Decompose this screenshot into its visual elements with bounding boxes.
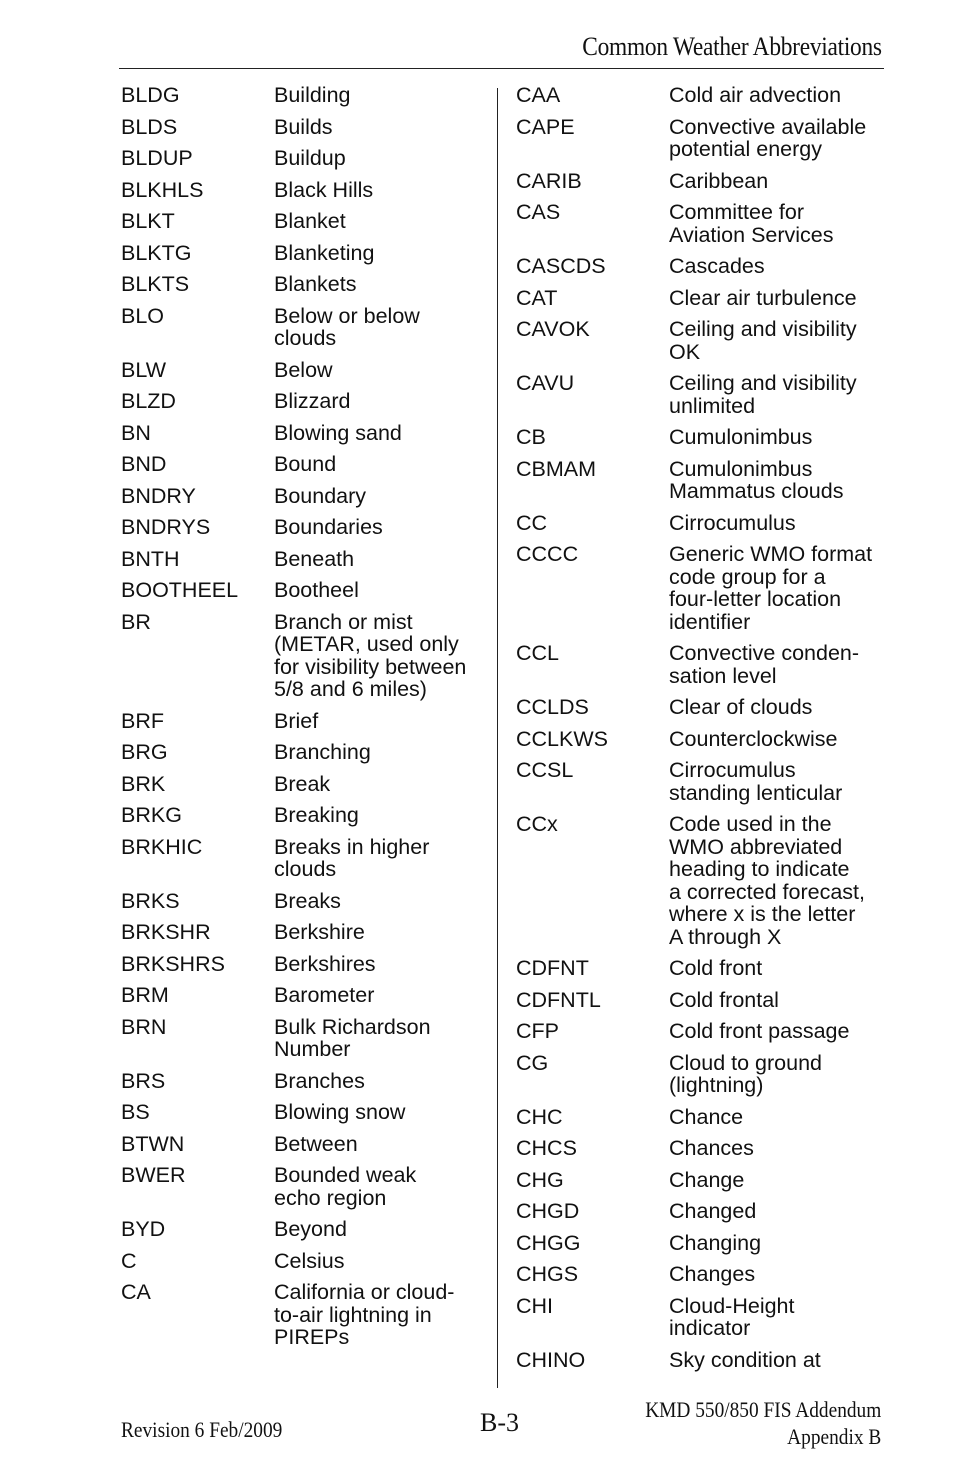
abbreviation-code: BTWN (121, 1131, 185, 1156)
abbreviation-meaning: Bootheel (274, 578, 359, 602)
abbreviation-meaning: Blanket (274, 209, 346, 233)
abbreviations-right-column (516, 84, 891, 1380)
abbreviation-meaning: Counterclockwise (669, 726, 838, 751)
revision-label: Revision 6 Feb/2009 (121, 1417, 283, 1442)
abbreviation-entry (516, 696, 891, 719)
abbreviation-entry (121, 1164, 491, 1209)
abbreviation-meaning: Beyond (274, 1217, 347, 1241)
abbreviation-meaning: Beneath (274, 546, 355, 571)
abbreviation-meaning: Clear air turbulence (669, 285, 857, 310)
abbreviation-meaning: Builds (274, 114, 333, 139)
abbreviation-meaning: Blizzard (274, 389, 351, 413)
abbreviation-entry (121, 1133, 491, 1156)
abbreviation-code: CB (516, 425, 546, 449)
abbreviation-meaning: Break (274, 771, 331, 796)
abbreviation-meaning: Cold air advection (669, 83, 842, 107)
abbreviation-entry (516, 1052, 891, 1097)
abbreviation-code: BS (121, 1100, 150, 1124)
abbreviation-meaning: Buildup (274, 146, 346, 170)
abbreviation-entry (516, 1295, 891, 1340)
abbreviation-code: BLDS (121, 114, 178, 139)
abbreviation-code: BRM (121, 983, 169, 1007)
abbreviation-code: CHINO (516, 1347, 586, 1372)
abbreviation-code: CARIB (516, 168, 582, 193)
abbreviation-code: BOOTHEEL (121, 578, 239, 602)
abbreviation-entry (121, 953, 491, 976)
abbreviation-meaning: Breaking (274, 803, 359, 827)
abbreviation-code: CAT (516, 285, 558, 310)
abbreviation-entry (516, 84, 891, 107)
abbreviation-code: CHGG (516, 1230, 581, 1255)
abbreviation-entry (516, 1106, 891, 1129)
abbreviation-entry (121, 305, 491, 350)
page-header-title: Common Weather Abbreviations (582, 32, 882, 61)
abbreviation-code: BLO (121, 303, 165, 328)
abbreviation-code: CCCC (516, 542, 579, 566)
abbreviation-entry (516, 170, 891, 193)
abbreviation-code: CHCS (516, 1136, 577, 1160)
appendix-label: Appendix B (786, 1424, 881, 1449)
abbreviation-meaning: Black Hills (274, 177, 374, 202)
abbreviation-code: BR (121, 609, 151, 634)
abbreviation-code: BRKSHR (121, 920, 211, 944)
abbreviation-entry (121, 359, 491, 382)
abbreviation-entry (121, 804, 491, 827)
abbreviation-code: BND (121, 452, 167, 476)
abbreviation-entry (121, 273, 491, 296)
abbreviation-code: CC (516, 510, 548, 535)
abbreviation-code: CDFNTL (516, 987, 601, 1012)
abbreviation-entry (516, 989, 891, 1012)
abbreviation-code: BNDRY (121, 483, 196, 508)
abbreviation-entry (121, 1101, 491, 1124)
abbreviation-meaning: Cold frontal (669, 987, 779, 1012)
abbreviation-code: BLKHLS (121, 177, 204, 202)
abbreviation-code: C (121, 1248, 137, 1273)
abbreviation-entry (516, 116, 891, 161)
abbreviation-entry (121, 210, 491, 233)
abbreviation-code: BRF (121, 708, 164, 733)
abbreviation-meaning: Changes (669, 1262, 756, 1286)
abbreviation-meaning: Cloud to ground (lightning) (669, 1050, 822, 1097)
abbreviation-meaning: Breaks in higher clouds (274, 834, 430, 881)
abbreviation-entry (516, 458, 891, 503)
abbreviation-meaning: Blowing snow (274, 1100, 406, 1124)
abbreviation-code: BRS (121, 1068, 166, 1093)
abbreviation-code: BLKTS (121, 272, 190, 296)
abbreviation-entry (516, 1349, 891, 1372)
abbreviation-entry (516, 1169, 891, 1192)
abbreviation-meaning: Changing (669, 1230, 762, 1255)
abbreviation-meaning: Between (274, 1131, 358, 1156)
abbreviation-meaning: Ceiling and visibility OK (669, 317, 857, 364)
abbreviation-entry (121, 84, 491, 107)
abbreviation-meaning: Cirrocumulus standing lenticular (669, 758, 843, 805)
abbreviation-entry (516, 1137, 891, 1160)
abbreviation-entry (121, 422, 491, 445)
abbreviation-meaning: Bulk Richardson Number (274, 1014, 431, 1061)
abbreviation-code: BYD (121, 1217, 166, 1241)
abbreviation-entry (516, 318, 891, 363)
abbreviation-code: BLZD (121, 389, 176, 413)
abbreviation-entry (516, 728, 891, 751)
abbreviation-code: CCL (516, 641, 560, 665)
abbreviation-meaning: Below (274, 357, 333, 382)
abbreviation-entry (121, 611, 491, 701)
abbreviation-code: CCLKWS (516, 726, 608, 751)
abbreviation-meaning: Blankets (274, 272, 357, 296)
abbreviation-entry (516, 1232, 891, 1255)
abbreviation-entry (516, 201, 891, 246)
abbreviation-meaning: Branches (274, 1068, 365, 1093)
abbreviation-code: BWER (121, 1163, 186, 1187)
abbreviation-code: CHGD (516, 1199, 580, 1223)
abbreviation-meaning: Below or below clouds (274, 303, 420, 350)
abbreviation-entry (516, 957, 891, 980)
abbreviation-meaning: Blanketing (274, 240, 375, 265)
abbreviation-meaning: Cold front (669, 956, 763, 980)
abbreviation-entry (121, 516, 491, 539)
abbreviation-meaning: Celsius (274, 1248, 345, 1273)
abbreviation-code: CHC (516, 1104, 563, 1129)
abbreviation-code: CG (516, 1050, 549, 1075)
abbreviation-meaning: California or cloud- to-air lightning in PIREPs (274, 1280, 455, 1349)
abbreviation-entry (121, 116, 491, 139)
abbreviation-code: BLDUP (121, 146, 193, 170)
abbreviation-code: CAVU (516, 371, 575, 395)
abbreviation-entry (121, 1250, 491, 1273)
abbreviation-meaning: Boundary (274, 483, 367, 508)
abbreviation-meaning: Barometer (274, 983, 375, 1007)
abbreviation-entry (121, 1070, 491, 1093)
abbreviation-code: BLW (121, 357, 166, 382)
abbreviation-code: CA (121, 1280, 151, 1304)
abbreviation-meaning: Cirrocumulus (669, 510, 796, 535)
abbreviation-code: BLKT (121, 209, 175, 233)
abbreviation-meaning: Caribbean (669, 168, 769, 193)
abbreviation-entry (516, 813, 891, 948)
abbreviation-code: CCx (516, 812, 558, 836)
abbreviation-entry (121, 1016, 491, 1061)
abbreviation-entry (121, 921, 491, 944)
abbreviation-meaning: Ceiling and visibility unlimited (669, 371, 857, 418)
abbreviation-code: BRKHIC (121, 834, 203, 859)
abbreviation-entry (121, 890, 491, 913)
abbreviation-meaning: Sky condition at (669, 1347, 821, 1372)
abbreviation-entry (516, 1200, 891, 1223)
abbreviation-meaning: Cloud-Height indicator (669, 1293, 795, 1340)
abbreviation-meaning: Cumulonimbus (669, 425, 813, 449)
abbreviation-meaning: Change (669, 1167, 745, 1192)
abbreviation-entry (516, 543, 891, 633)
abbreviation-code: CBMAM (516, 456, 597, 481)
abbreviation-entry (121, 1218, 491, 1241)
abbreviation-entry (516, 1263, 891, 1286)
abbreviation-code: CHI (516, 1293, 554, 1318)
abbreviation-meaning: Cold front passage (669, 1019, 850, 1043)
abbreviation-code: CAPE (516, 114, 575, 139)
abbreviation-entry (516, 255, 891, 278)
abbreviation-meaning: Generic WMO format code group for a four-letter location identifier (669, 542, 873, 634)
abbreviation-meaning: Cascades (669, 254, 765, 278)
abbreviations-left-column (121, 84, 491, 1358)
abbreviation-meaning: Chance (669, 1104, 744, 1129)
abbreviation-meaning: Boundaries (274, 515, 383, 539)
abbreviation-meaning: Convective conden- sation level (669, 641, 860, 688)
abbreviation-entry (121, 390, 491, 413)
abbreviation-entry (121, 579, 491, 602)
abbreviation-code: BNDRYS (121, 515, 211, 539)
abbreviation-meaning: Clear of clouds (669, 695, 813, 719)
abbreviation-meaning: Berkshire (274, 920, 365, 944)
abbreviation-meaning: Berkshires (274, 951, 376, 976)
abbreviation-entry (121, 1281, 491, 1349)
abbreviation-entry (121, 548, 491, 571)
abbreviation-code: CAA (516, 83, 561, 107)
abbreviation-entry (121, 242, 491, 265)
abbreviation-code: CDFNT (516, 956, 589, 980)
abbreviation-meaning: Convective available potential energy (669, 114, 867, 161)
abbreviation-code: CASCDS (516, 254, 606, 278)
abbreviation-meaning: Code used in the WMO abbreviated heading to indicate a corrected forecast, where x is the letter A through X (669, 812, 865, 949)
abbreviation-entry (121, 179, 491, 202)
abbreviation-entry (121, 485, 491, 508)
abbreviation-code: BRK (121, 771, 166, 796)
abbreviation-code: BRKSHRS (121, 951, 225, 976)
abbreviation-code: CFP (516, 1019, 559, 1043)
abbreviation-meaning: Breaks (274, 888, 341, 913)
abbreviation-code: CCSL (516, 758, 574, 782)
abbreviation-entry (516, 512, 891, 535)
abbreviation-code: CAVOK (516, 317, 590, 341)
page-number: B-3 (480, 1408, 519, 1437)
abbreviation-meaning: Committee for Aviation Services (669, 200, 834, 247)
document-title: KMD 550/850 FIS Addendum (644, 1397, 881, 1422)
abbreviation-entry (121, 836, 491, 881)
abbreviation-entry (516, 426, 891, 449)
abbreviation-code: CHGS (516, 1262, 579, 1286)
abbreviation-code: BLKTG (121, 240, 192, 265)
abbreviation-entry (121, 773, 491, 796)
abbreviation-entry (121, 984, 491, 1007)
abbreviation-entry (516, 642, 891, 687)
abbreviation-code: BN (121, 420, 151, 445)
abbreviation-meaning: Cumulonimbus Mammatus clouds (669, 456, 844, 503)
abbreviation-entry (121, 147, 491, 170)
abbreviation-code: BLDG (121, 83, 180, 107)
abbreviation-code: BRN (121, 1014, 167, 1039)
header-divider (119, 68, 884, 69)
abbreviation-meaning: Branch or mist (METAR, used only for visibility between 5/8 and 6 miles) (274, 609, 467, 701)
abbreviation-meaning: Bounded weak echo region (274, 1163, 417, 1210)
abbreviation-meaning: Branching (274, 740, 371, 764)
abbreviation-meaning: Blowing sand (274, 420, 402, 445)
abbreviation-entry (121, 710, 491, 733)
column-divider (497, 88, 498, 1388)
abbreviation-code: BNTH (121, 546, 180, 571)
abbreviation-code: CHG (516, 1167, 564, 1192)
abbreviation-code: BRKG (121, 803, 182, 827)
abbreviation-code: BRKS (121, 888, 180, 913)
abbreviation-entry (516, 1020, 891, 1043)
abbreviation-code: CCLDS (516, 695, 589, 719)
abbreviation-meaning: Bound (274, 452, 337, 476)
abbreviation-entry (516, 287, 891, 310)
abbreviation-meaning: Chances (669, 1136, 754, 1160)
document-footer (645, 1396, 881, 1450)
abbreviation-code: CAS (516, 200, 561, 224)
abbreviation-meaning: Changed (669, 1199, 757, 1223)
abbreviation-code: BRG (121, 740, 168, 764)
abbreviation-meaning: Brief (274, 708, 319, 733)
abbreviation-entry (121, 453, 491, 476)
abbreviation-entry (516, 759, 891, 804)
abbreviation-entry (516, 372, 891, 417)
abbreviation-entry (121, 741, 491, 764)
abbreviation-meaning: Building (274, 83, 351, 107)
